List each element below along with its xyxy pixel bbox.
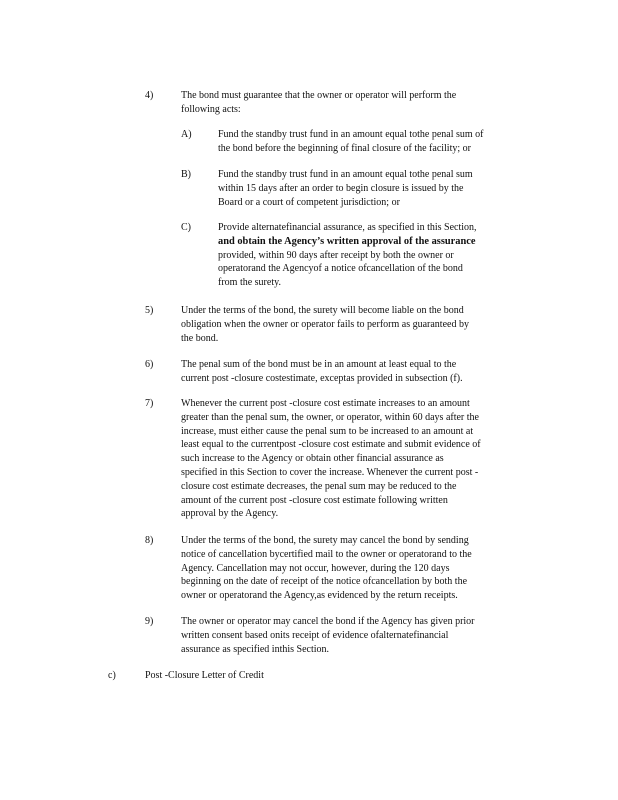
section-heading: Post -Closure Letter of Credit [145,670,264,681]
text-line: beginning on the date of receipt of the notice ofcancellation by both the [181,576,468,588]
text-line: notice of cancellation bycertified mail to the owner or operatorand to the [181,548,472,560]
text-line: approval by the Agency. [181,508,279,520]
text-line: closure cost estimate decreases, the penal sum may be reduced to the [181,480,457,492]
text-line: Fund the standby trust fund in an amount equal tothe penal sum [218,169,473,180]
subitem-text [218,128,540,156]
text-line: assurance as specified inthis Section. [181,643,330,655]
text-line: Under the terms of the bond, the surety will become liable on the bond [181,305,464,316]
item-text [181,534,533,603]
text-line: obligation when the owner or operator fails to perform as guaranteed by [181,318,469,330]
item-number: 6) [145,359,154,370]
text-line: provided, within 90 days after receipt by both the owner or [218,249,454,261]
text-line: least equal to the currentpost -closure cost estimate and submit evidence of [181,439,481,451]
text-line: greater than the penal sum, the owner, or operator, within 60 days after the [181,411,479,423]
text-line: The owner or operator may cancel the bond if the Agency has given prior [181,616,475,627]
text-line: written consent based onits receipt of evidence ofalternatefinancial [181,629,449,641]
text-line: Whenever the current post -closure cost estimate increases to an amount [181,398,470,409]
subitem-text [218,221,540,290]
text-line: such increase to the Agency or obtain other financial assurance as [181,453,444,465]
text-line: Agency. Cancellation may not occur, however, during the 120 days [181,562,450,574]
subitem-letter: A) [181,129,192,140]
section-letter: c) [108,670,116,681]
item-text [181,89,515,117]
text-line: increase, must either cause the penal sum to be increased to an amount at [181,425,474,437]
item-number: 5) [145,305,154,316]
item-number: 7) [145,398,154,409]
subitem-text [218,168,540,209]
text-line: current post -closure costestimate, exceptas provided in subsection (f). [181,372,463,384]
subitem-letter: C) [181,222,191,233]
subitem-letter: B) [181,169,191,180]
text-line: Provide alternatefinancial assurance, as specified in this Section, [218,222,477,233]
item-text [181,358,515,386]
text-line: Board or a court of competent jurisdiction; or [218,196,400,208]
text-line: the bond before the beginning of final closure of the facility; or [218,142,471,154]
text-line: within 15 days after an order to begin closure is issued by the [218,182,464,194]
item-number: 8) [145,535,154,546]
text-line: following acts: [181,103,241,115]
text-line: Fund the standby trust fund in an amount equal tothe penal sum of [218,129,484,140]
text-line: The penal sum of the bond must be in an amount at least equal to the [181,359,457,370]
item-number: 9) [145,616,154,627]
text-line: specified in this Section to cover the increase. Whenever the current post - [181,466,479,478]
item-text [181,615,533,656]
text-line: operatorand the Agencyof a notice ofcancellation of the bond [218,263,463,275]
item-number: 4) [145,90,154,101]
text-line: Under the terms of the bond, the surety may cancel the bond by sending [181,535,469,546]
text-line: amount of the current post -closure cost estimate following written [181,494,448,506]
text-line: from the surety. [218,277,281,289]
item-text [181,304,529,345]
item-text [181,397,543,521]
text-line: the bond. [181,332,219,344]
text-line: The bond must guarantee that the owner or operator will perform the [181,90,457,101]
text-line: owner or operatorand the Agency,as evidenced by the return receipts. [181,590,458,602]
text-line: and obtain the Agency’s written approval of the assurance [218,235,476,247]
